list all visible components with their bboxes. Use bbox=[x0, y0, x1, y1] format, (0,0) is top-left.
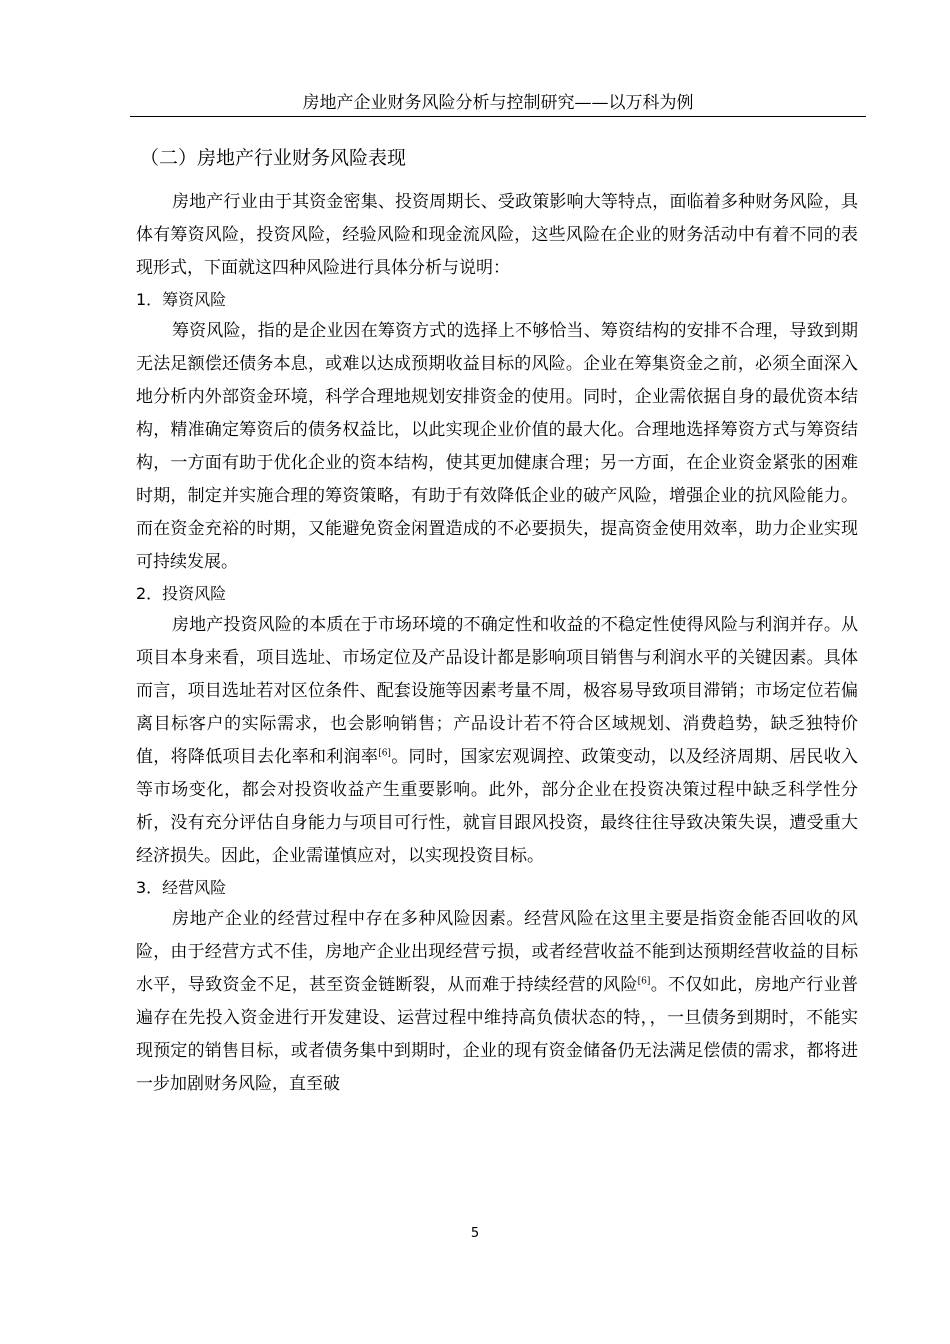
body-content bbox=[136, 145, 858, 1101]
header-rule bbox=[130, 116, 866, 117]
subsection-heading-investment-risk: 2．投资风险 bbox=[136, 584, 227, 603]
investment-text-part2: 。同时，国家宏观调控、政策变动，以及经济周期、居民收入等市场变化，都会对投资收益产生重要影响。此外，部分企业在投资决策过程中缺乏科学性分析，没有充分评估自身能力与项目可行性，就盲目跟风投资，最终往往导致决策失误，遭受重大经济损失。因此，企业需谨慎应对，以实现投资目标。 bbox=[136, 747, 859, 866]
investment-text-part1: 房地产投资风险的本质在于市场环境的不确定性和收益的不稳定性使得风险与利润并存。从项目本身来看，项目选址、市场定位及产品设计都是影响项目销售与利润水平的关键因素。具体而言，项目选址若对区位条件、配套设施等因素考量不周，极容易导致项目滞销；市场定位若偏离目标客户的实际需求，也会影响销售；产品设计若不符合区域规划、消费趋势，缺乏独特价值，将降低项目去化率和利润率 bbox=[136, 615, 858, 767]
subsection-heading-financing-risk: 1．筹资风险 bbox=[136, 290, 227, 309]
section-heading: （二）房地产行业财务风险表现 bbox=[140, 147, 407, 169]
intro-paragraph: 房地产行业由于其资金密集、投资周期长、受政策影响大等特点，面临着多种财务风险，具体有筹资风险，投资风险，经验风险和现金流风险，这些风险在企业的财务活动中有着不同的表现形式，下面就这四种风险进行具体分析与说明： bbox=[136, 192, 858, 278]
running-header: 房地产企业财务风险分析与控制研究——以万科为例 bbox=[302, 93, 694, 113]
operating-text-part1: 房地产企业的经营过程中存在多种风险因素。经营风险在这里主要是指资金能否回收的风险，由于经营方式不佳，房地产企业出现经营亏损，或者经营收益不能到达预期经营收益的目标水平，导致资金不足，甚至资金链断裂，从而难于持续经营的风险 bbox=[136, 909, 858, 995]
citation-ref: [6] bbox=[378, 748, 391, 759]
operating-text-part2: 。不仅如此，房地产行业普遍存在先投入资金进行开发建设、运营过程中维持高负债状态的特，，一旦债务到期时，不能实现预定的销售目标，或者债务集中到期时，企业的现有资金储备仍无法满足偿债的需求，都将进一步加剧财务风险，直至破 bbox=[136, 975, 859, 1094]
citation-ref: [6] bbox=[637, 976, 651, 987]
operating-risk-paragraph bbox=[136, 903, 858, 1101]
page-number: 5 bbox=[470, 1226, 480, 1241]
financing-risk-paragraph: 筹资风险，指的是企业因在筹资方式的选择上不够恰当、筹资结构的安排不合理，导致到期无法足额偿还债务本息，或难以达成预期收益目标的风险。企业在筹集资金之前，必须全面深入地分析内外部资金环境，科学合理地规划安排资金的使用。同时，企业需依据自身的最优资本结构，精准确定筹资后的债务权益比，以此实现企业价值的最大化。合理地选择筹资方式与筹资结构，一方面有助于优化企业的资本结构，使其更加健康合理；另一方面，在企业资金紧张的困难时期，制定并实施合理的筹资策略，有助于有效降低企业的破产风险，增强企业的抗风险能力。而在资金充裕的时期，又能避免资金闲置造成的不必要损失，提高资金使用效率，助力企业实现可持续发展。 bbox=[136, 321, 858, 572]
investment-risk-paragraph bbox=[136, 609, 858, 873]
subsection-heading-operating-risk: 3．经营风险 bbox=[136, 878, 227, 897]
